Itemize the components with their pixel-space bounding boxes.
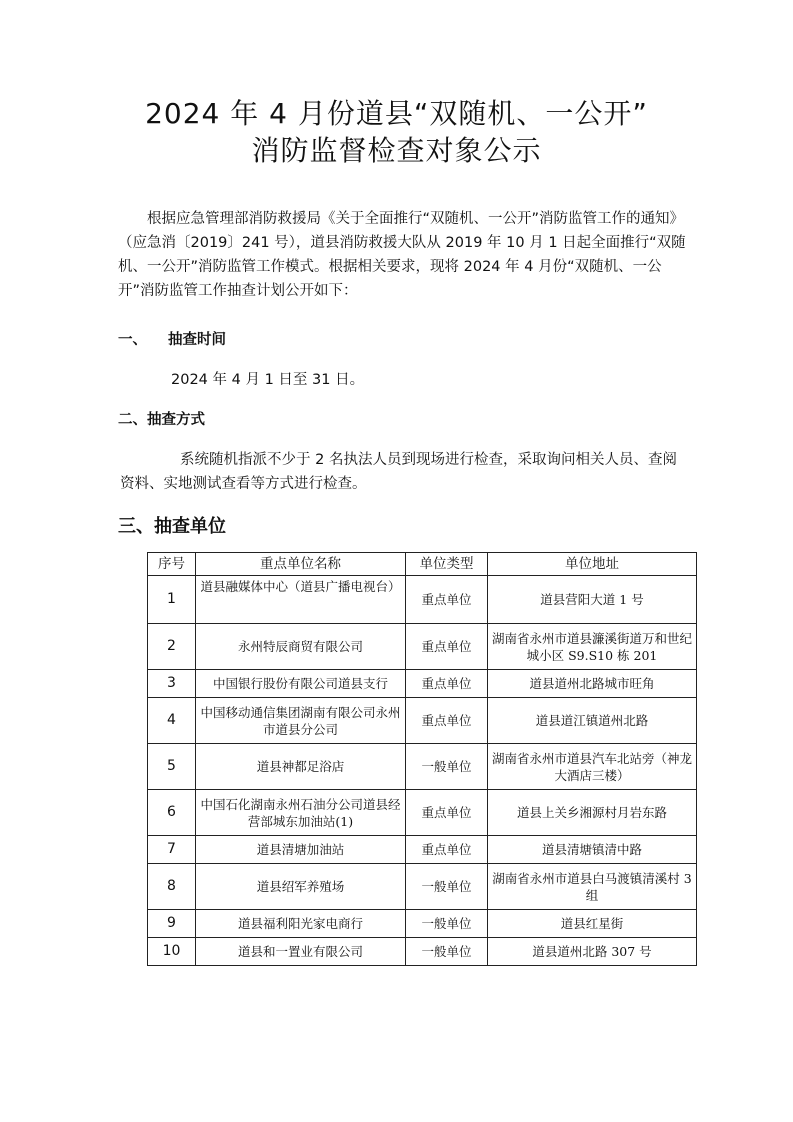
section2-heading: 二、抽查方式 xyxy=(118,412,205,428)
cell-address: 湖南省永州市道县濂溪街道万和世纪城小区 S9.S10 栋 201 xyxy=(488,624,697,670)
section1-number: 一、 xyxy=(118,332,147,348)
intro-paragraph: 根据应急管理部消防救援局《关于全面推行“双随机、一公开”消防监管工作的通知》（应急消〔2019〕241 号），道县消防救援大队从 2019 年 10 月 1 日起全面推行“双随机、一公开”消防监管工作模式。根据相关要求，现将 2024 年 4 月份“双随机、一公开”消防监管工作抽查计划公开如下： xyxy=(118,211,686,299)
document-title-line2: 消防监督检查对象公示 xyxy=(251,134,542,167)
inspection-units-table xyxy=(147,552,697,966)
table-header-row xyxy=(148,553,697,576)
cell-no: 8 xyxy=(148,864,196,910)
table-row xyxy=(148,670,697,698)
cell-name: 中国石化湖南永州石油分公司道县经营部城东加油站(1) xyxy=(196,790,406,836)
cell-type: 重点单位 xyxy=(406,698,488,744)
cell-type: 一般单位 xyxy=(406,864,488,910)
cell-name: 永州特辰商贸有限公司 xyxy=(196,624,406,670)
cell-name: 道县神都足浴店 xyxy=(196,744,406,790)
cell-type: 重点单位 xyxy=(406,790,488,836)
cell-address: 道县上关乡湘源村月岩东路 xyxy=(488,790,697,836)
cell-name: 道县清塘加油站 xyxy=(196,836,406,864)
cell-name: 道县绍军养殖场 xyxy=(196,864,406,910)
cell-type: 重点单位 xyxy=(406,576,488,624)
cell-address: 道县道州北路 307 号 xyxy=(488,938,697,966)
cell-type: 重点单位 xyxy=(406,670,488,698)
cell-address: 道县道江镇道州北路 xyxy=(488,698,697,744)
section2-body: 系统随机指派不少于 2 名执法人员到现场进行检查，采取询问相关人员、查阅资料、实地测试查看等方式进行检查。 xyxy=(120,452,677,492)
header-no: 序号 xyxy=(148,553,196,576)
cell-no: 6 xyxy=(148,790,196,836)
cell-address: 道县清塘镇清中路 xyxy=(488,836,697,864)
table-row xyxy=(148,910,697,938)
cell-address: 湖南省永州市道县汽车北站旁（神龙大酒店三楼） xyxy=(488,744,697,790)
cell-type: 重点单位 xyxy=(406,624,488,670)
table-row xyxy=(148,864,697,910)
cell-no: 2 xyxy=(148,624,196,670)
cell-address: 道县红星街 xyxy=(488,910,697,938)
section3-heading: 三、抽查单位 xyxy=(118,516,226,537)
table-row xyxy=(148,790,697,836)
cell-name: 中国银行股份有限公司道县支行 xyxy=(196,670,406,698)
cell-name: 中国移动通信集团湖南有限公司永州市道县分公司 xyxy=(196,698,406,744)
cell-address: 道县道州北路城市旺角 xyxy=(488,670,697,698)
table-row xyxy=(148,698,697,744)
cell-address: 道县营阳大道 1 号 xyxy=(488,576,697,624)
cell-type: 一般单位 xyxy=(406,910,488,938)
cell-no: 9 xyxy=(148,910,196,938)
cell-type: 一般单位 xyxy=(406,938,488,966)
section1-heading xyxy=(118,328,226,349)
cell-name: 道县福利阳光家电商行 xyxy=(196,910,406,938)
table-row xyxy=(148,624,697,670)
section1-title: 抽查时间 xyxy=(168,332,226,348)
table-row xyxy=(148,938,697,966)
cell-type: 一般单位 xyxy=(406,744,488,790)
cell-type: 重点单位 xyxy=(406,836,488,864)
cell-no: 10 xyxy=(148,938,196,966)
table-row xyxy=(148,836,697,864)
cell-no: 3 xyxy=(148,670,196,698)
header-name: 重点单位名称 xyxy=(196,553,406,576)
section1-body: 2024 年 4 月 1 日至 31 日。 xyxy=(171,372,365,388)
cell-address: 湖南省永州市道县白马渡镇清溪村 3 组 xyxy=(488,864,697,910)
cell-name: 道县融媒体中心（道县广播电视台） xyxy=(196,576,406,624)
cell-no: 7 xyxy=(148,836,196,864)
header-type: 单位类型 xyxy=(406,553,488,576)
cell-no: 1 xyxy=(148,576,196,624)
cell-name: 道县和一置业有限公司 xyxy=(196,938,406,966)
cell-no: 4 xyxy=(148,698,196,744)
header-address: 单位地址 xyxy=(488,553,697,576)
document-title-line1: 2024 年 4 月份道县“双随机、一公开” xyxy=(145,97,648,130)
cell-no: 5 xyxy=(148,744,196,790)
table-row xyxy=(148,576,697,624)
table-row xyxy=(148,744,697,790)
